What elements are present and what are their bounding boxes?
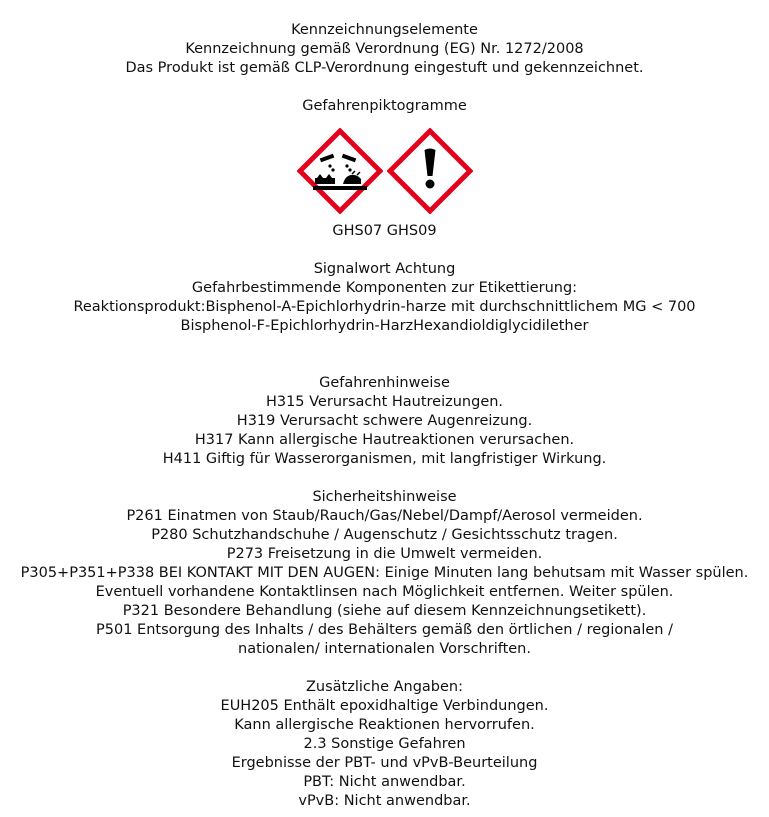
component-1: Reaktionsprodukt:Bisphenol-A-Epichlorhydrin-harze mit durchschnittlichem MG < 700 (73, 299, 696, 315)
pictogram-codes: GHS07 GHS09 (332, 223, 437, 239)
hazard-statement: H411 Giftig für Wasserorganismen, mit langfristiger Wirkung. (162, 451, 607, 467)
other-hazards-heading: 2.3 Sonstige Gefahren (303, 736, 466, 752)
precautionary-statement: P501 Entsorgung des Inhalts / des Behälters gemäß den örtlichen / regionalen / nationalen/ internationalen Vorschriften. (96, 622, 673, 657)
hazard-heading: Gefahrenhinweise (319, 375, 450, 391)
pbt-results-heading: Ergebnisse der PBT- und vPvB-Beurteilung (231, 755, 538, 771)
hazard-statement: H317 Kann allergische Hautreaktionen verursachen. (194, 432, 575, 448)
euh205-statement: EUH205 Enthält epoxidhaltige Verbindungen. (220, 698, 549, 714)
precautionary-statement: P280 Schutzhandschuhe / Augenschutz / Gesichtsschutz tragen. (151, 527, 618, 543)
components-heading: Gefahrbestimmende Komponenten zur Etikettierung: (191, 280, 578, 296)
precautionary-statement: P261 Einatmen von Staub/Rauch/Gas/Nebel/Dampf/Aerosol vermeiden. (126, 508, 643, 524)
corrosion-icon (297, 128, 383, 214)
vpvb-result: vPvB: Nicht anwendbar. (298, 793, 471, 809)
regulation-text: Kennzeichnung gemäß Verordnung (EG) Nr. 1272/2008 (185, 41, 584, 57)
pictogram-row (0, 128, 769, 214)
precautionary-statement: P305+P351+P338 BEI KONTAKT MIT DEN AUGEN: Einige Minuten lang behutsam mit Wasser spülen. Eventuell vorhandene Kontaktlinsen nach Möglichkeit entfernen. Weiter spülen. (20, 565, 749, 600)
exclamation-mark-icon (387, 128, 473, 214)
pbt-result: PBT: Nicht anwendbar. (303, 774, 466, 790)
hazard-statement: H319 Verursacht schwere Augenreizung. (236, 413, 533, 429)
hazard-statement: H315 Verursacht Hautreizungen. (265, 394, 504, 410)
component-2: Bisphenol-F-Epichlorhydrin-HarzHexandioldiglycidilether (180, 318, 589, 334)
signal-word: Signalwort Achtung (313, 261, 456, 277)
allergy-statement: Kann allergische Reaktionen hervorrufen. (234, 717, 535, 733)
additional-heading: Zusätzliche Angaben: (305, 679, 463, 695)
labelling-heading: Kennzeichnungselemente (291, 22, 478, 38)
classification-text: Das Produkt ist gemäß CLP-Verordnung eingestuft und gekennzeichnet. (125, 60, 644, 76)
pictograms-heading: Gefahrenpiktogramme (302, 98, 467, 114)
precautionary-statement: P273 Freisetzung in die Umwelt vermeiden. (226, 546, 543, 562)
precautionary-statement: P321 Besondere Behandlung (siehe auf diesem Kennzeichnungsetikett). (122, 603, 647, 619)
precautionary-heading: Sicherheitshinweise (312, 489, 457, 505)
